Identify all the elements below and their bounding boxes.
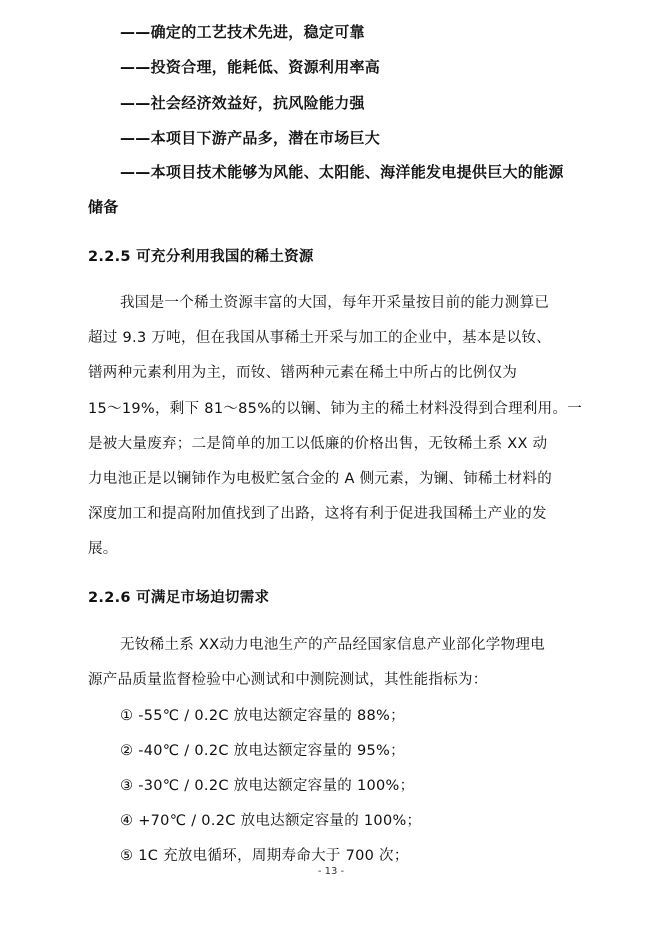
paragraph-line: 源产品质量监督检验中心测试和中测院测试，其性能指标为： — [88, 672, 488, 688]
feature-line-2: ——投资合理，能耗低、资源利用率高 — [120, 58, 381, 76]
paragraph-line: 深度加工和提高附加值找到了出路，这将有利于促进我国稀土产业的发 — [88, 506, 547, 522]
section-heading-2-2-5: 2.2.5 可充分利用我国的稀土资源 — [88, 249, 314, 265]
paragraph-line: 力电池正是以镧铈作为电极贮氢合金的 A 侧元素，为镧、铈稀土材料的 — [88, 471, 553, 487]
paragraph-line: 超过 9.3 万吨，但在我国从事稀土开采与加工的企业中，基本是以钕、 — [88, 330, 551, 346]
list-item: ① -55℃ / 0.2C 放电达额定容量的 88%； — [120, 708, 405, 724]
list-item: ⑤ 1C 充放电循环，周期寿命大于 700 次； — [120, 848, 409, 864]
list-item: ③ -30℃ / 0.2C 放电达额定容量的 100%； — [120, 778, 415, 794]
feature-line-3: ——社会经济效益好，抗风险能力强 — [120, 94, 365, 112]
paragraph-line: 我国是一个稀土资源丰富的大国，每年开采量按目前的能力测算已 — [120, 295, 550, 311]
page-number: - 13 - — [317, 866, 345, 877]
paragraph-line: 展。 — [88, 541, 118, 557]
list-item: ② -40℃ / 0.2C 放电达额定容量的 95%； — [120, 743, 405, 759]
paragraph-line: 是被大量废弃；二是简单的加工以低廉的价格出售，无钕稀土系 XX 动 — [88, 436, 548, 452]
paragraph-line: 无钕稀土系 XX动力电池生产的产品经国家信息产业部化学物理电 — [120, 637, 545, 653]
feature-line-1: ——确定的工艺技术先进，稳定可靠 — [120, 23, 365, 41]
paragraph-line: 镨两种元素利用为主，而钕、镨两种元素在稀土中所占的比例仅为 — [88, 365, 518, 381]
feature-line-5: ——本项目技术能够为风能、太阳能、海洋能发电提供巨大的能源 — [120, 163, 564, 181]
section-heading-2-2-6: 2.2.6 可满足市场迫切需求 — [88, 590, 270, 606]
feature-line-4: ——本项目下游产品多，潜在市场巨大 — [120, 129, 381, 147]
feature-line-5-cont: 储备 — [88, 198, 119, 216]
list-item: ④ +70℃ / 0.2C 放电达额定容量的 100%； — [120, 813, 422, 829]
paragraph-line: 15～19%，剩下 81～85%的以镧、铈为主的稀土材料没得到合理利用。一 — [88, 401, 583, 417]
